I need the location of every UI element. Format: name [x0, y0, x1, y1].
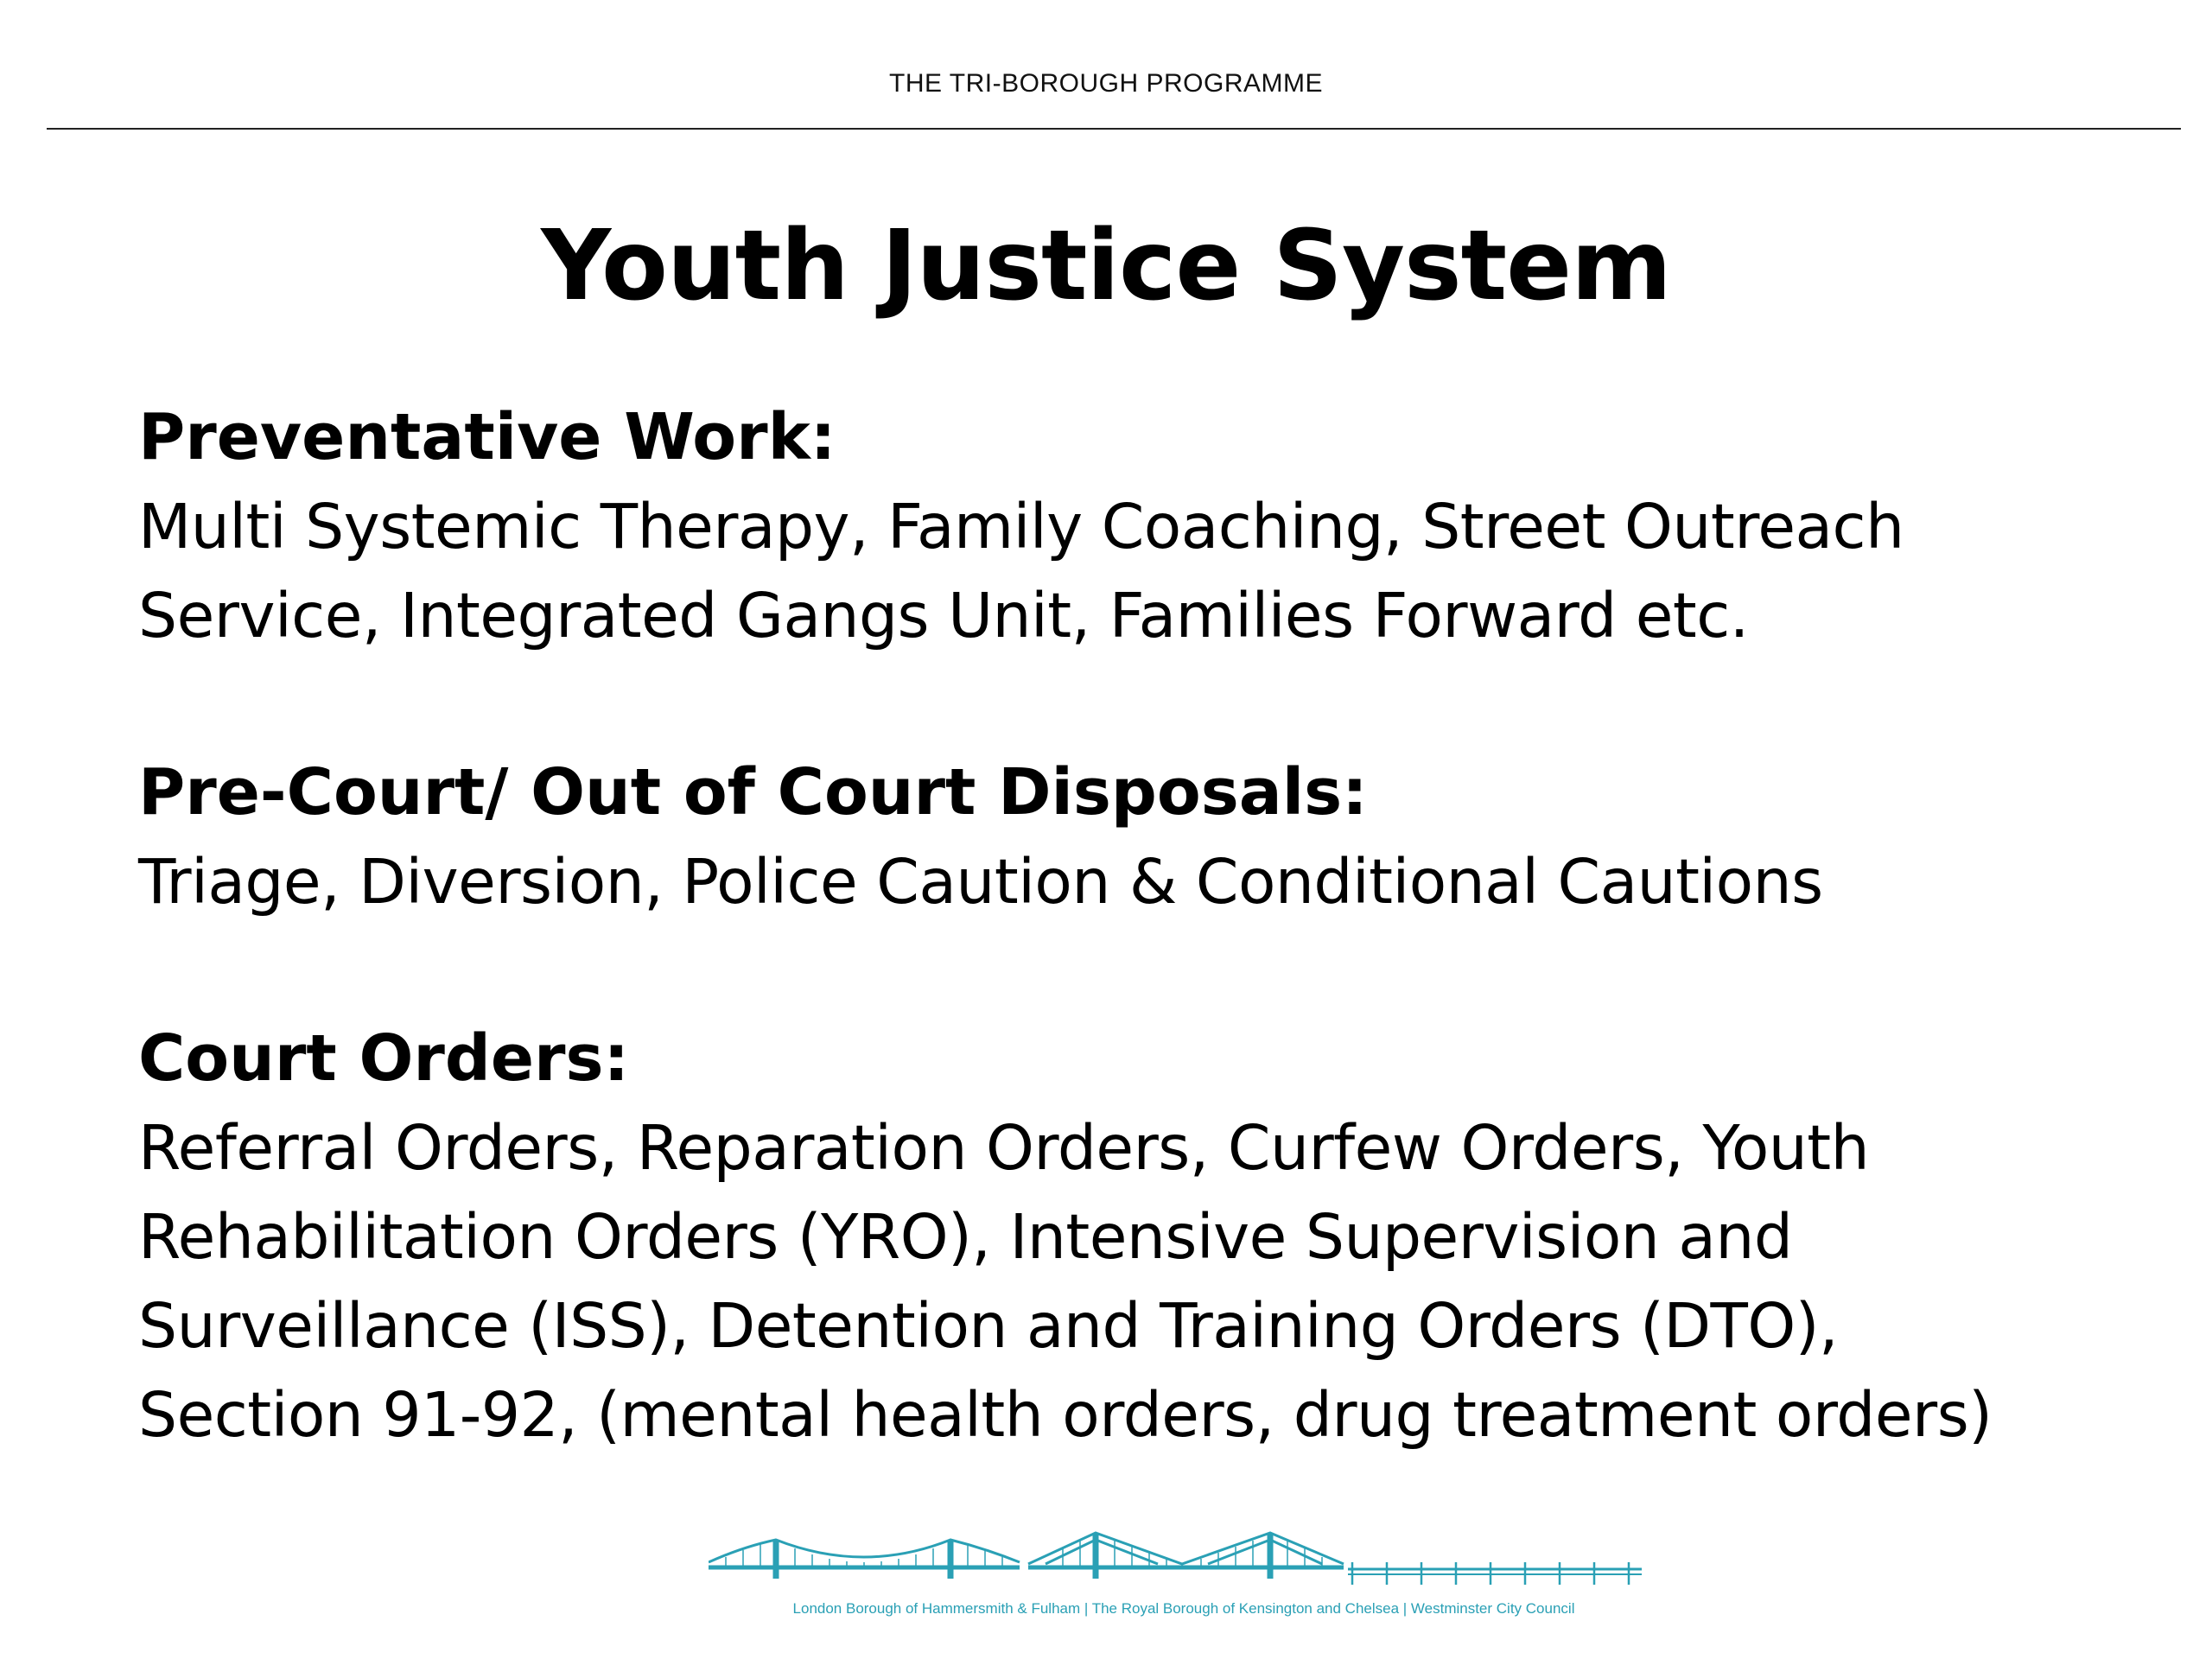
body-line: Section 91-92, (mental health orders, drug treatment orders)	[138, 1379, 1993, 1451]
councils-caption: London Borough of Hammersmith & Fulham | The Royal Borough of Kensington and Chelsea | Westminster City Council	[792, 1600, 1575, 1617]
section-pre-court-disposals	[138, 748, 2126, 926]
body-line: Multi Systemic Therapy, Family Coaching, Street Outreach	[138, 491, 1904, 563]
section-heading: Court Orders:	[138, 1021, 630, 1096]
body-line: Triage, Diversion, Police Caution & Conditional Cautions	[138, 846, 1823, 918]
slide-content	[138, 393, 2126, 1548]
body-line: Referral Orders, Reparation Orders, Curfew Orders, Youth	[138, 1112, 1870, 1184]
tri-borough-logo	[709, 1514, 1659, 1643]
section-heading: Preventative Work:	[138, 400, 836, 474]
section-body	[138, 837, 2126, 926]
section-preventative-work	[138, 393, 2126, 660]
body-line: Rehabilitation Orders (YRO), Intensive Supervision and	[138, 1201, 1793, 1273]
bridges-logo-icon	[709, 1514, 1659, 1592]
header-divider	[47, 128, 2181, 130]
section-body	[138, 1103, 2126, 1459]
section-court-orders	[138, 1014, 2126, 1459]
section-heading: Pre-Court/ Out of Court Disposals:	[138, 755, 1368, 830]
section-body	[138, 482, 2126, 660]
body-line: Service, Integrated Gangs Unit, Families Forward etc.	[138, 580, 1749, 652]
programme-label: THE TRI-BOROUGH PROGRAMME	[889, 69, 1323, 98]
body-line: Surveillance (ISS), Detention and Training Orders (DTO),	[138, 1290, 1839, 1362]
slide-title: Youth Justice System	[541, 210, 1671, 322]
